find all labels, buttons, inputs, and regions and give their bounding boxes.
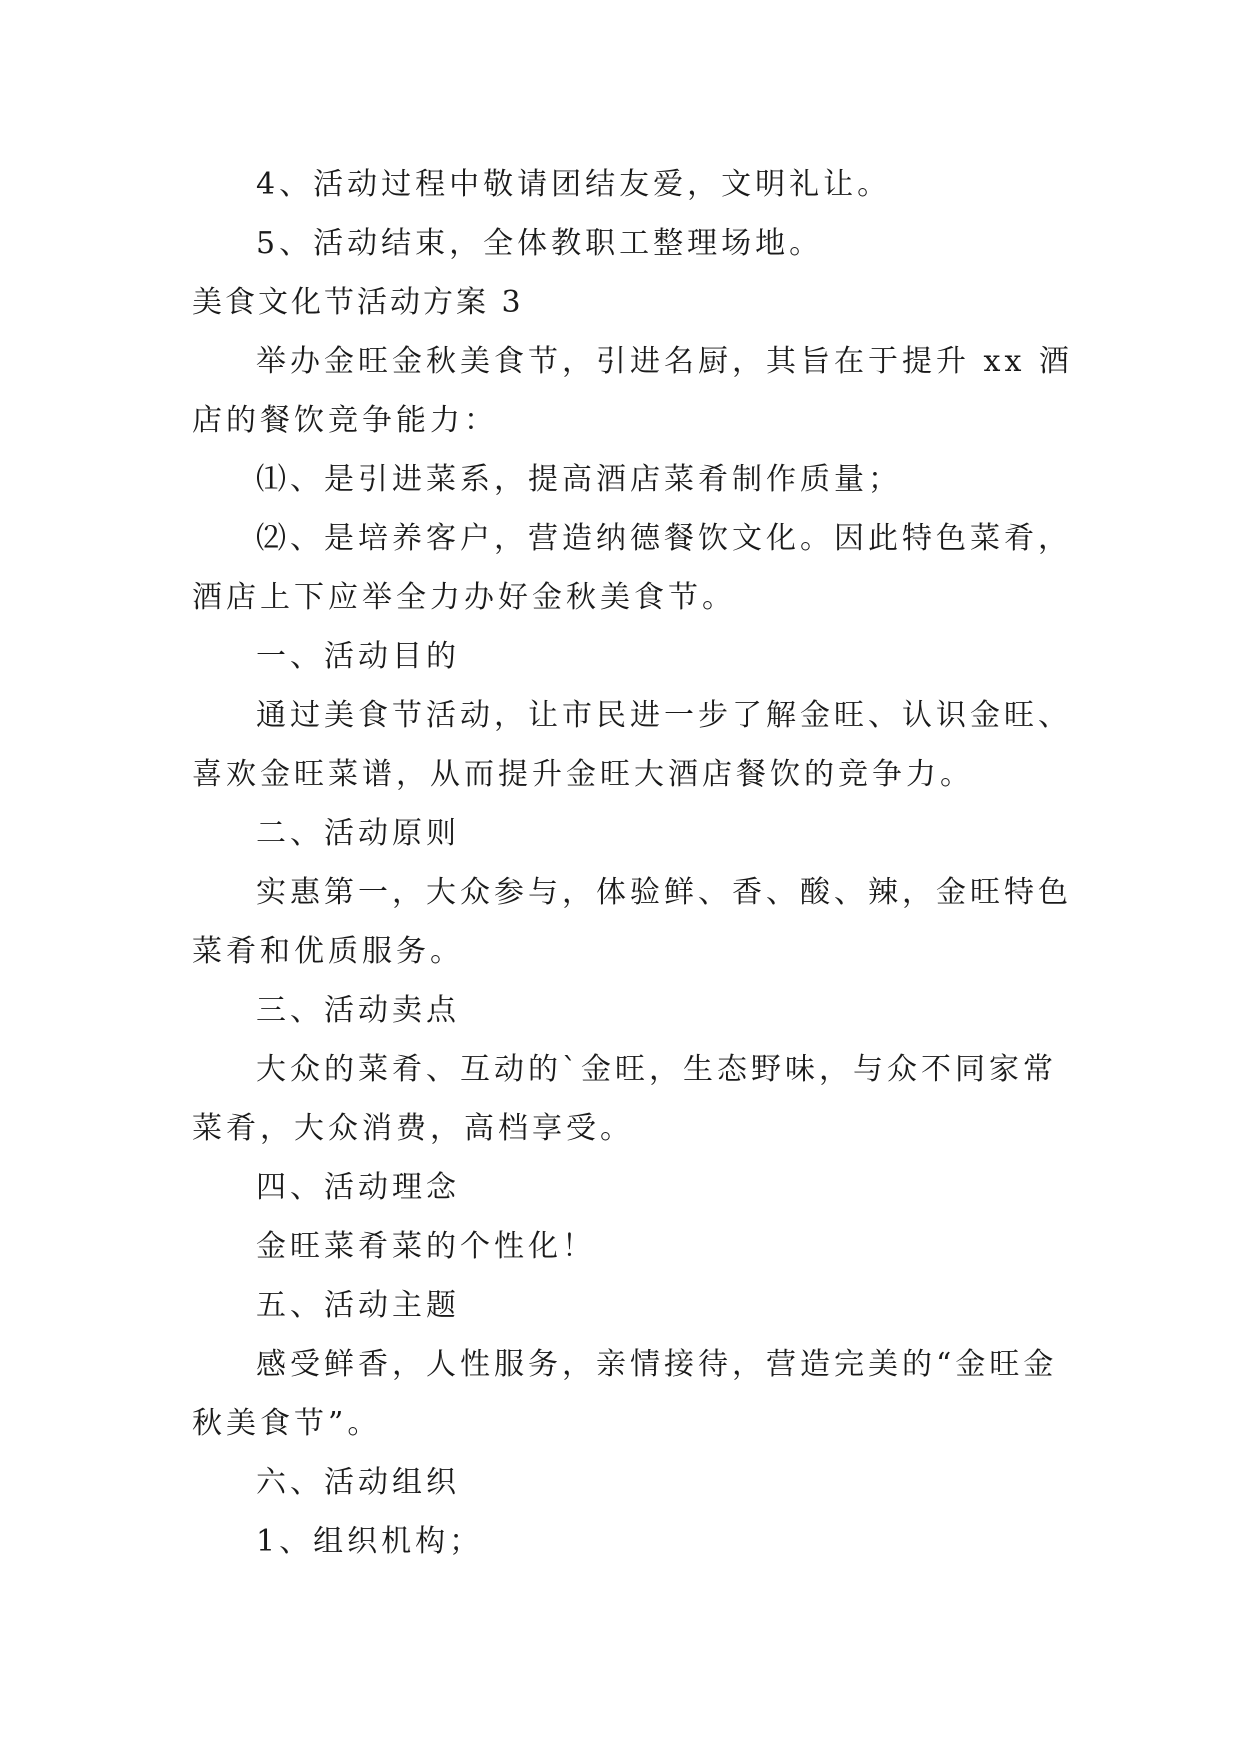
paragraph-line: 大众的菜肴、互动的`金旺，生态野味，与众不同家常 (256, 1052, 1057, 1087)
paragraph-line: 1、组织机构； (256, 1524, 484, 1559)
paragraph-line: 菜肴，大众消费，高档享受。 (192, 1111, 634, 1146)
section-title: 美食文化节活动方案 3 (192, 285, 524, 320)
paragraph-line: 金旺菜肴菜的个性化！ (256, 1229, 596, 1264)
paragraph-line: 实惠第一，大众参与，体验鲜、香、酸、辣，金旺特色 (256, 875, 1072, 910)
paragraph-line: ⑴、是引进菜系，提高酒店菜肴制作质量； (256, 462, 902, 497)
paragraph-line: 菜肴和优质服务。 (192, 934, 464, 969)
paragraph-line: 酒店上下应举全力办好金秋美食节。 (192, 580, 736, 615)
paragraph-line: 感受鲜香，人性服务，亲情接待，营造完美的“金旺金 (256, 1347, 1058, 1382)
paragraph-line: 店的餐饮竞争能力： (192, 403, 498, 438)
subheading: 二、活动原则 (256, 816, 460, 851)
paragraph-line: ⑵、是培养客户，营造纳德餐饮文化。因此特色菜肴， (256, 521, 1072, 556)
subheading: 五、活动主题 (256, 1288, 460, 1323)
paragraph-line: 5、活动结束，全体教职工整理场地。 (256, 226, 824, 261)
paragraph-line: 秋美食节”。 (192, 1406, 382, 1441)
paragraph-line: 4、活动过程中敬请团结友爱，文明礼让。 (256, 167, 892, 202)
document-body (192, 155, 1072, 1571)
subheading: 一、活动目的 (256, 639, 460, 674)
subheading: 六、活动组织 (256, 1465, 460, 1500)
subheading: 四、活动理念 (256, 1170, 460, 1205)
paragraph-line: 举办金旺金秋美食节，引进名厨，其旨在于提升 xx 酒 (256, 344, 1073, 379)
paragraph-line: 喜欢金旺菜谱，从而提升金旺大酒店餐饮的竞争力。 (192, 757, 974, 792)
paragraph-line: 通过美食节活动，让市民进一步了解金旺、认识金旺、 (256, 698, 1072, 733)
subheading: 三、活动卖点 (256, 993, 460, 1028)
